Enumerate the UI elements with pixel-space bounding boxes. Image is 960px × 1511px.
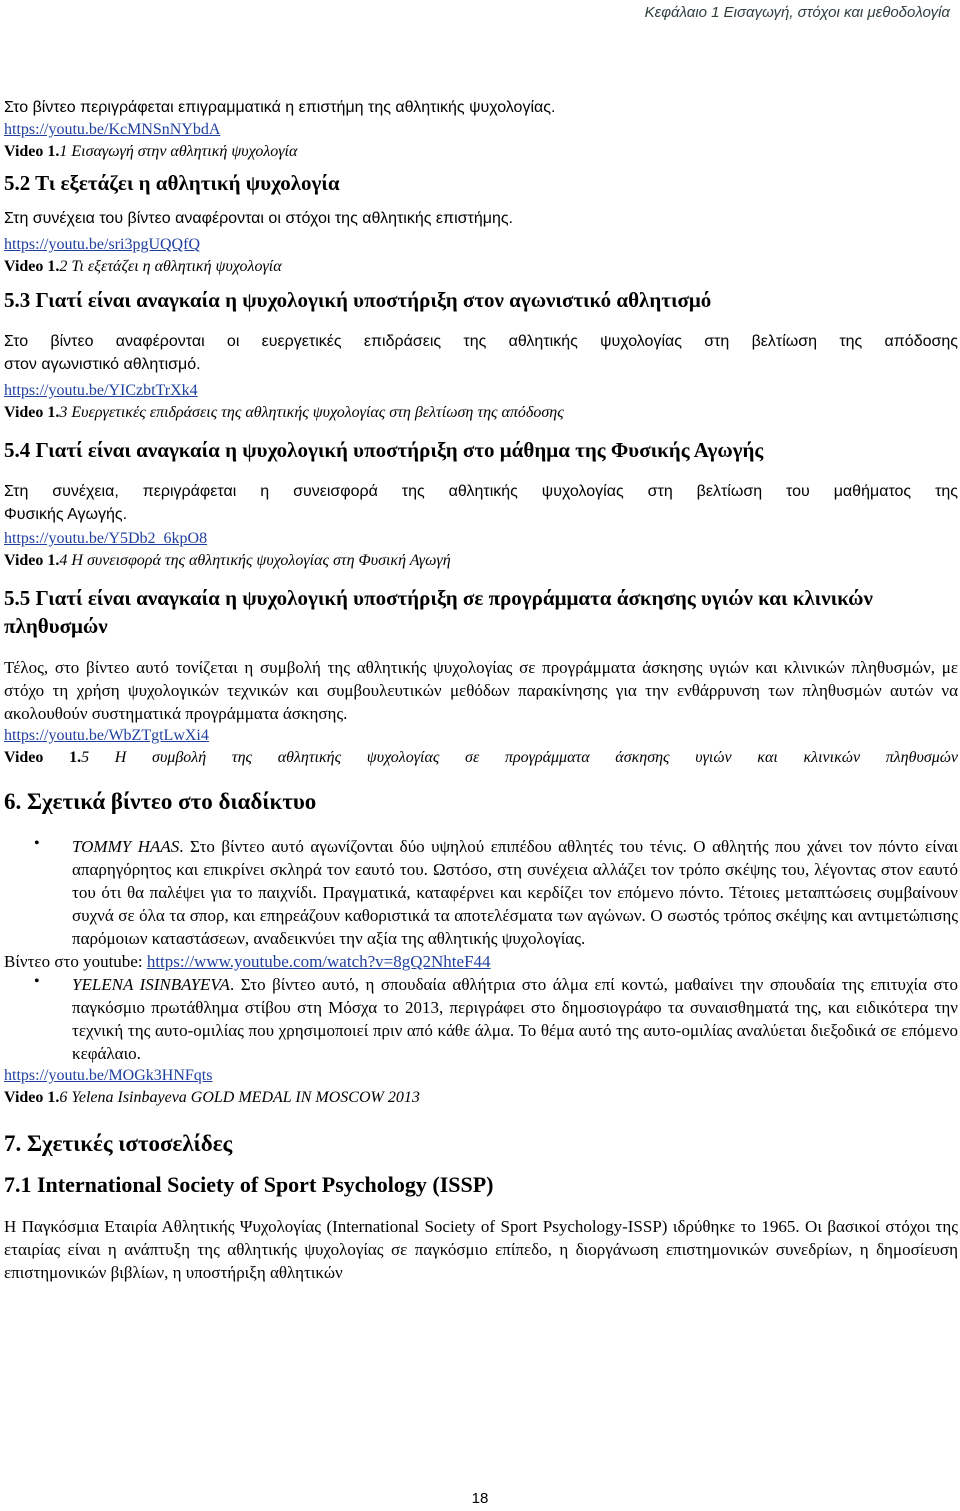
section-heading: 7. Σχετικές ιστοσελίδες (4, 1131, 233, 1156)
page-content (4, 96, 958, 1284)
paragraph: Η Παγκόσμια Εταιρία Αθλητικής Ψυχολογίας (International Society of Sport Psychology-ISSP) ιδρύθηκε το 1965. Οι βασικοί στόχοι της εταιρίας είναι η ανάπτυξη της αθλητικής ψυχολογίας σε παγκόσμιο επίπεδο, η διοργάνωση επιστημονικών συνεδρίων, η δημοσίευση επιστημονικών βιβλίων, η υποστήριξη αθλητικών (4, 1217, 958, 1282)
paragraph: Στο βίντεο αναφέρονται οι ευεργετικές επιδράσεις της αθλητικής ψυχολογίας στη βελτίωση της απόδοσης (4, 333, 958, 350)
paragraph: Τέλος, στο βίντεο αυτό τονίζεται η συμβολή της αθλητικής ψυχολογίας σε προγράμματα άσκησης υγιών και κλινικών πληθυσμών, με στόχο τη χρήση ψυχολογικών τεχνικών και συμβουλευτικών μεθόδων παρακίνησης για την ενθάρρυνση των πληθυσμών αυτών να ακολουθούν συστηματικά προγράμματα άσκησης. (4, 658, 958, 723)
athlete-name: YELENA ISINBAYEVA (72, 975, 230, 994)
video-link[interactable]: https://youtu.be/WbZTgtLwXi4 (4, 727, 209, 744)
video-caption: Video 1.3 Ευεργετικές επιδράσεις της αθλητικής ψυχολογίας στη βελτίωση της απόδοσης (4, 404, 564, 421)
paragraph: στον αγωνιστικό αθλητισμό. (4, 356, 201, 373)
video-link[interactable]: https://youtu.be/Y5Db2_6kpO8 (4, 530, 208, 547)
video-link[interactable]: https://youtu.be/KcMNSnNYbdA (4, 121, 221, 138)
list-item: • YELENA ISINBAYEVA. Στο βίντεο αυτό, η σπουδαία αθλήτρια στο άλμα επί κοντώ, μαθαίνει την σπουδαία της επιτυχία στο παγκόσμιο πρωτάθλημα στίβου στη Μόσχα το 2013, περιγράφει στο δημοσιογράφο τα συναισθηματά της, και ειδικότερα την τεχνική της αυτο-ομιλίας που χρησιμοποιεί πριν από κάθε άλμα. Το θέμα αυτό της αυτο-ομιλίας αναλύεται διεξοδικά σε επόμενο κεφάλαιο. (34, 973, 958, 1063)
video-link[interactable]: https://youtu.be/sri3pgUQQfQ (4, 236, 200, 253)
video-caption: Video 1.1 Εισαγωγή στην αθλητική ψυχολογία (4, 143, 298, 160)
section-heading: 6. Σχετικά βίντεο στο διαδίκτυο (4, 789, 317, 814)
section-heading: 5.2 Τι εξετάζει η αθλητική ψυχολογία (4, 171, 340, 195)
paragraph: Στο βίντεο περιγράφεται επιγραμματικά η επιστήμη της αθλητικής ψυχολογίας. (4, 99, 556, 116)
section-heading: 5.5 Γιατί είναι αναγκαία η ψυχολογική υποστήριξη σε προγράμματα άσκησης υγιών και κλινικών πληθυσμών (4, 586, 873, 638)
athlete-name: TOMMY HAAS (72, 837, 180, 856)
paragraph: Φυσικής Αγωγής. (4, 506, 128, 523)
section-heading: 5.3 Γιατί είναι αναγκαία η ψυχολογική υποστήριξη στον αγωνιστικό αθλητισμό (4, 288, 712, 312)
youtube-link[interactable]: https://www.youtube.com/watch?v=8gQ2NhteF44 (146, 952, 491, 971)
paragraph: Στη συνέχεια του βίντεο αναφέρονται οι στόχοι της αθλητικής επιστήμης. (4, 210, 513, 227)
paragraph: Στη συνέχεια, περιγράφεται η συνεισφορά της αθλητικής ψυχολογίας στη βελτίωση του μαθήματος της (4, 483, 958, 500)
video-caption: Video 1.4 Η συνεισφορά της αθλητικής ψυχολογίας στη Φυσική Αγωγή (4, 552, 451, 569)
page-number: 18 (471, 1490, 489, 1507)
section-heading: 5.4 Γιατί είναι αναγκαία η ψυχολογική υποστήριξη στο μάθημα της Φυσικής Αγωγής (4, 438, 764, 462)
youtube-line: Βίντεο στο youtube: https://www.youtube.com/watch?v=8gQ2NhteF44 (4, 952, 491, 971)
subsection-heading: 7.1 International Society of Sport Psychology (ISSP) (4, 1172, 494, 1197)
chapter-header: Κεφάλαιο 1 Εισαγωγή, στόχοι και μεθοδολογία (644, 4, 950, 21)
video-link[interactable]: https://youtu.be/MOGk3HNFqts (4, 1067, 213, 1084)
bullet-icon: • (34, 835, 40, 852)
list-item: • TOMMY HAAS. Στο βίντεο αυτό αγωνίζονται δύο υψηλού επιπέδου αθλητές του τένις. Ο αθλητής που χάνει τον πόντο είναι απαρηγόρητος και επικρίνει σκληρά τον εαυτό του. Ωστόσο, στη συνέχεια αλλάζει τον τρόπο σκέψης του, λέγοντας στον εαυτό του ότι θα παλέψει για το παιχνίδι. Πραγματικά, καταφέρνει και κερδίζει τον επόμενο πόντο. Τέτοιες μεταπτώσεις συμβαίνουν συχνά σε όλα τα σπορ, και επηρεάζουν καθοριστικά τα αποτελέσματα των αγώνων. Ο σωστός τρόπος σκέψης και αντιμετώπισης παρόμοιων καταστάσεων, αναδεικνύει την αξία της αθλητικής ψυχολογίας. (34, 835, 958, 948)
video-caption: Video 1.2 Τι εξετάζει η αθλητική ψυχολογία (4, 258, 282, 275)
video-link[interactable]: https://youtu.be/YICzbtTrXk4 (4, 382, 198, 399)
video-list (4, 835, 958, 950)
bullet-icon: • (34, 973, 40, 990)
video-caption: Video 1.5 Η συμβολή της αθλητικής ψυχολογίας σε προγράμματα άσκησης υγιών και κλινικών πληθυσμών (4, 749, 959, 766)
video-caption: Video 1.6 Yelena Isinbayeva GOLD MEDAL IN MOSCOW 2013 (4, 1089, 420, 1106)
video-list (4, 973, 958, 1065)
